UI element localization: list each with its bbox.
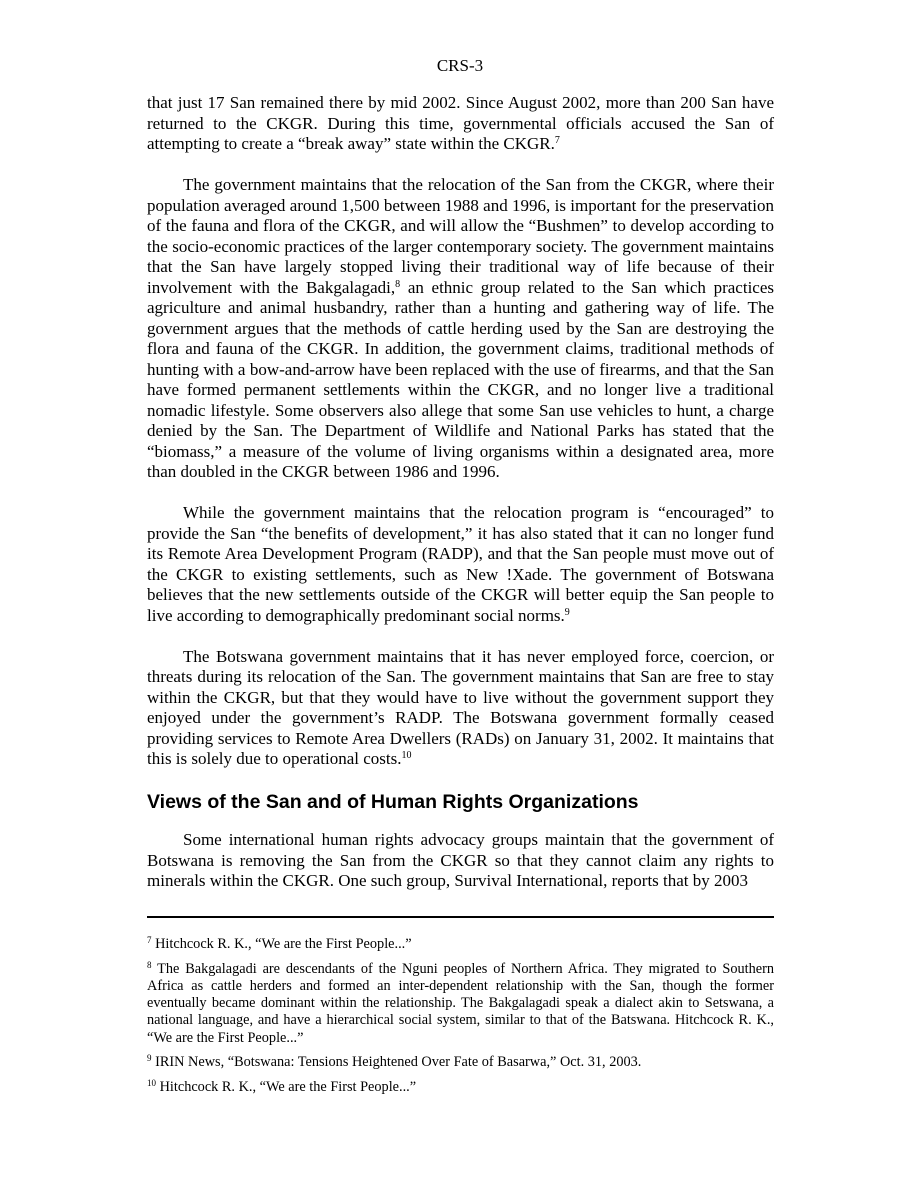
paragraph-text: Some international human rights advocacy groups maintain that the government of Botswana is removing the San from the CKGR so that they cannot claim any rights to minerals within the CKGR. One such group, Survival International, reports that by 2003 (147, 830, 774, 890)
footnote-ref[interactable]: 8 (395, 278, 401, 290)
footnote-text: Hitchcock R. K., “We are the First People...” (156, 1078, 417, 1095)
paragraph (147, 503, 774, 626)
footnote-mark: 10 (147, 1077, 156, 1088)
footnote (147, 961, 774, 1047)
page-header: CRS-3 (436, 56, 484, 75)
footnotes (147, 936, 774, 1104)
paragraph (147, 647, 774, 770)
footnote-text: IRIN News, “Botswana: Tensions Heightened Over Fate of Basarwa,” Oct. 31, 2003. (151, 1054, 642, 1071)
paragraph-text: While the government maintains that the relocation program is “encouraged” to provide the San “the benefits of development,” it has also stated that it can no longer fund its Remote Area Development Program (RADP), and that the San people must move out of the CKGR to existing settlements, such as New !Xade. The government of Botswana believes that the new settlements outside of the CKGR will better equip the San people to live according to demographically predominant social norms. (147, 503, 774, 625)
footnote-ref[interactable]: 10 (401, 750, 412, 761)
paragraph-text: that just 17 San remained there by mid 2002. Since August 2002, more than 200 San have returned to the CKGR. During this time, governmental officials accused the San of attempting to create a “break away” state within the CKGR. (147, 93, 774, 153)
paragraph (147, 175, 774, 483)
paragraph-text: an ethnic group related to the San which practices agriculture and animal husbandry, rather than a hunting and gathering way of life. The government argues that the methods of cattle herding used by the San are destroying the flora and fauna of the CKGR. In addition, the government claims, traditional methods of hunting with a bow-and-arrow have been replaced with the use of firearms, and that the San have formed permanent settlements within the CKGR, and no longer live a traditional nomadic lifestyle. Some observers also allege that some San use vehicles to hunt, a charge denied by the San. The Department of Wildlife and National Parks has stated that the “biomass,” a measure of the volume of living organisms within a designated area, more than doubled in the CKGR between 1986 and 1996. (147, 277, 774, 481)
body-text (147, 93, 774, 912)
footnote-ref[interactable]: 9 (564, 606, 570, 618)
paragraph (147, 830, 774, 892)
footnote-divider (147, 916, 774, 918)
footnote (147, 1079, 774, 1096)
paragraph-text: The Botswana government maintains that it has never employed force, coercion, or threats during its relocation of the San. The government maintains that San are free to stay within the CKGR, but that they would have to live without the government support they enjoyed under the government’s RADP. The Botswana government formally ceased providing services to Remote Area Dwellers (RADs) on January 31, 2002. It maintains that this is solely due to operational costs. (147, 646, 774, 768)
footnote-mark: 9 (147, 1053, 152, 1064)
footnote (147, 936, 774, 953)
section-heading: Views of the San and of Human Rights Organizations (147, 791, 639, 813)
footnote-text: Hitchcock R. K., “We are the First People...” (151, 936, 412, 952)
paragraph (147, 93, 774, 155)
footnote-mark: 8 (147, 959, 152, 970)
footnote-mark: 7 (147, 935, 152, 945)
paragraph-text: The government maintains that the relocation of the San from the CKGR, where their population averaged around 1,500 between 1988 and 1996, is important for the preservation of the fauna and flora of the CKGR, and will allow the “Bushmen” to develop according to the socio-economic practices of the larger contemporary society. The government maintains that the San have largely stopped living their traditional way of life because of their involvement with the Bakgalagadi, (147, 175, 774, 297)
footnote-ref[interactable]: 7 (554, 135, 560, 146)
footnote (147, 1054, 774, 1071)
footnote-text: The Bakgalagadi are descendants of the Nguni peoples of Northern Africa. They migrated to Southern Africa as cattle herders and formed an inter-dependent relationship with the San, though the former eventually became dominant within the relationship. The Bakgalagadi speak a dialect akin to Setswana, a national language, and have a hierarchical social system, similar to that of the Batswana. Hitchcock R. K., “We are the First People...” (147, 960, 774, 1046)
